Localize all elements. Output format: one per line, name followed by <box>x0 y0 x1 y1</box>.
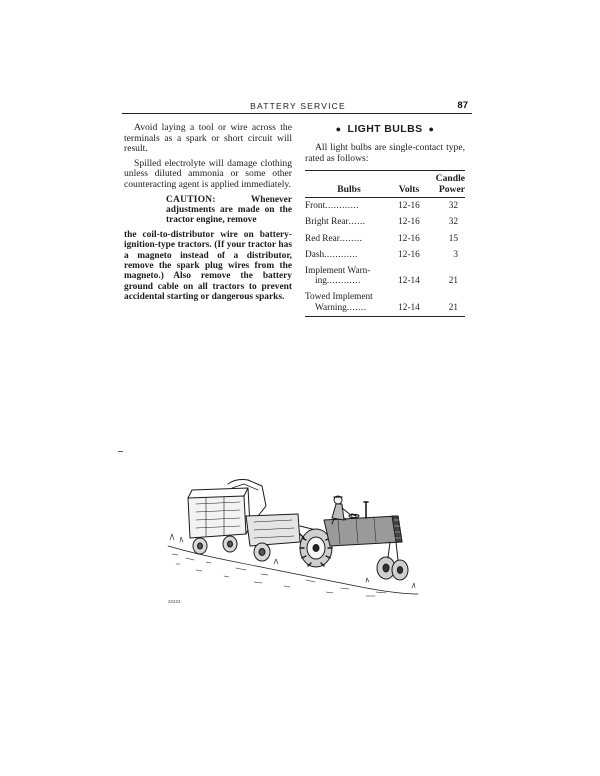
bulb-name: Dash <box>305 249 325 260</box>
volts-cell: 12-14 <box>398 302 420 313</box>
table-row <box>305 198 465 215</box>
dot-leader: ............ <box>325 201 360 212</box>
caution-heading <box>124 195 292 226</box>
table-header-row <box>305 171 465 198</box>
bulb-name-cell <box>305 214 393 230</box>
volts-cell: 12-14 <box>398 276 420 287</box>
page-number: 87 <box>457 100 468 111</box>
column-header-bulbs: Bulbs <box>305 171 393 198</box>
bulb-name: Red Rear <box>305 233 340 244</box>
table-row <box>305 247 465 263</box>
bulb-name-line2: ing <box>315 276 327 287</box>
table-row <box>305 263 465 289</box>
candle-header-top: Candle <box>435 173 465 185</box>
candle-power-cell: 3 <box>453 249 458 260</box>
bulb-name-cell <box>305 263 393 289</box>
page-header <box>122 101 472 114</box>
right-column <box>305 123 465 317</box>
bulb-name-line2: Warning <box>315 302 347 313</box>
volts-cell: 12-16 <box>398 249 420 260</box>
running-header-title: BATTERY SERVICE <box>250 101 346 111</box>
paragraph-tool-warning: Avoid laying a tool or wire across the terminals as a spark or short circuit will result. <box>124 122 292 155</box>
paragraph-electrolyte: Spilled electrolyte will damage clothing unless diluted ammonia or some other counteracting agent is applied immediately. <box>124 157 292 190</box>
volts-cell: 12-16 <box>398 201 420 212</box>
dot-leader: ........ <box>339 233 363 244</box>
bulb-intro-text: All light bulbs are single-contact type, rated as follows: <box>305 142 465 164</box>
volts-cell: 12-16 <box>398 217 420 228</box>
candle-power-cell: 21 <box>448 302 458 313</box>
candle-power-cell: 15 <box>448 233 458 244</box>
caution-body: the coil-to-distributor wire on battery-ignition-type tractors. (If your tractor has a magneto instead of a distributor, remove the spark plug wires from the magneto.) Also remove the battery ground cable on all tractors to prevent accidental starting or dangerous sparks. <box>124 229 292 303</box>
table-row <box>305 214 465 230</box>
bulb-name-cell <box>305 198 393 215</box>
bullet-icon: ● <box>335 124 342 134</box>
candle-header-bottom: Power <box>438 183 465 195</box>
bulb-name-cell <box>305 289 393 316</box>
candle-power-cell: 32 <box>448 201 458 212</box>
column-header-candle-power <box>425 171 465 198</box>
table-row <box>305 289 465 316</box>
left-column <box>124 123 292 307</box>
candle-power-cell: 32 <box>448 217 458 228</box>
bulb-name-line1: Towed Implement <box>305 292 373 303</box>
section-title-text: LIGHT BULBS <box>347 123 423 135</box>
bulb-name: Front <box>305 201 326 212</box>
dot-leader: ............ <box>324 249 358 260</box>
bullet-icon: ● <box>428 124 435 134</box>
bulb-name-cell <box>305 247 393 263</box>
bulb-name: Bright Rear <box>305 217 349 228</box>
dot-leader: ............ <box>326 276 361 287</box>
caution-line1: Whenever adjustments are made on the tractor engine, remove <box>166 194 292 226</box>
bulb-name-line1: Implement Warn- <box>305 266 371 276</box>
column-header-volts: Volts <box>393 171 425 198</box>
caution-label: CAUTION: <box>166 194 216 205</box>
light-bulbs-table <box>305 170 465 317</box>
volts-cell: 12-16 <box>398 233 420 244</box>
bulb-name-cell <box>305 231 393 247</box>
dot-leader: ....... <box>346 302 367 313</box>
section-title <box>305 123 465 135</box>
margin-mark <box>118 451 123 452</box>
table-row <box>305 231 465 247</box>
candle-power-cell: 21 <box>448 276 458 287</box>
figure-code: 22424 <box>168 599 181 604</box>
dot-leader: ...... <box>348 217 366 228</box>
tractor-illustration <box>166 476 420 600</box>
